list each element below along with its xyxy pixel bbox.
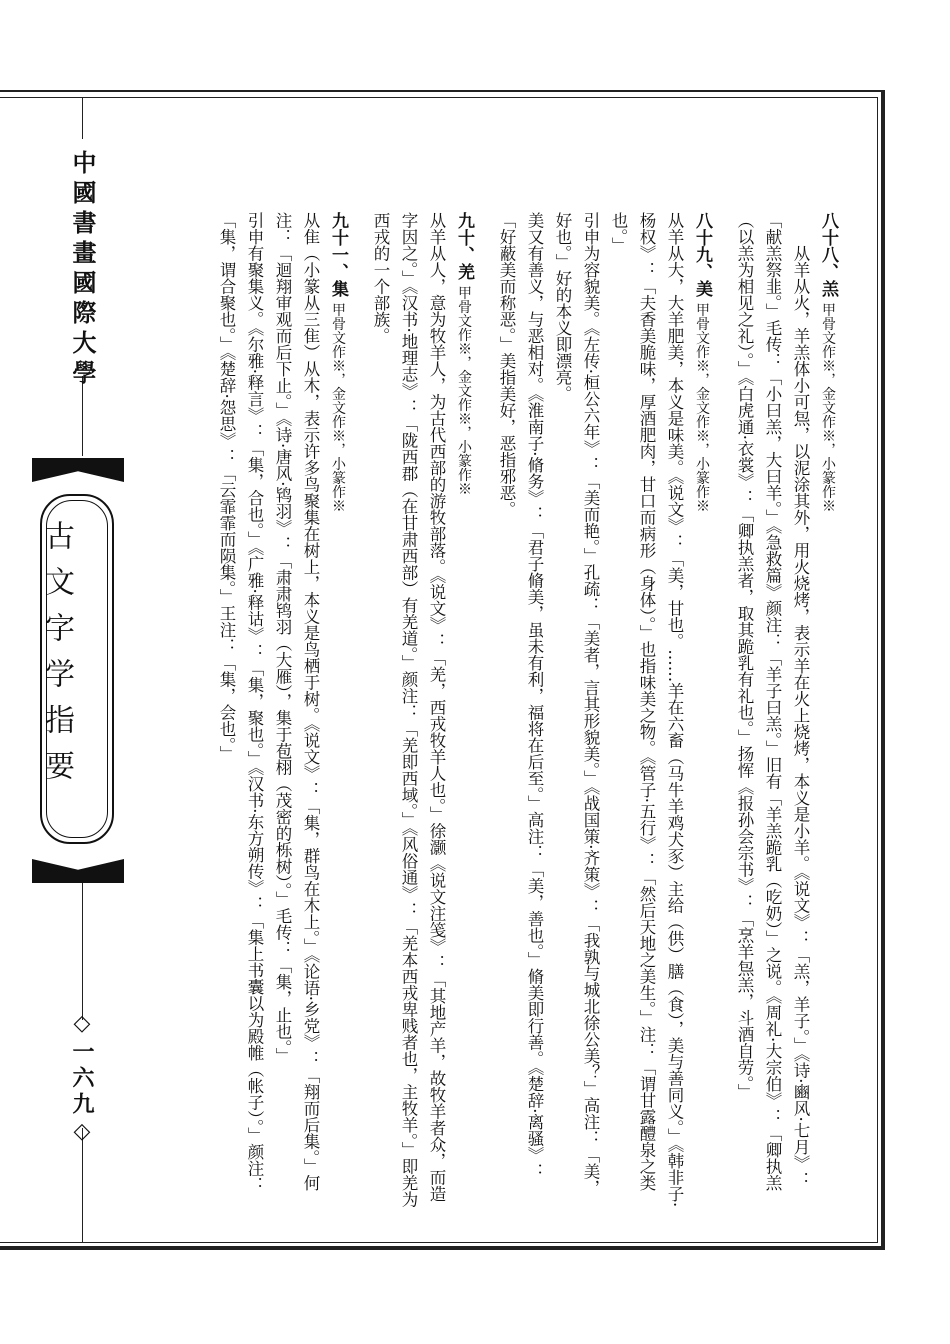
script-forms: 甲骨文作※，金文作※，小篆作※ bbox=[330, 302, 346, 513]
section-heading bbox=[688, 212, 716, 1212]
script-forms: 甲骨文作※，金文作※，小篆作※ bbox=[694, 302, 710, 513]
page-number: ◇一六九◇ bbox=[69, 1010, 95, 1148]
cartouche-top-ornament bbox=[32, 458, 124, 482]
book-title: 古文字学指要 bbox=[39, 520, 74, 796]
frame-inner-top bbox=[0, 97, 877, 98]
frame-inner-bottom bbox=[0, 1242, 877, 1243]
paragraph bbox=[366, 212, 450, 1212]
paragraph-text: 从羊从火，羊羔体小可炰，以泥涂其外，用火烧烤，表示羊在火上烧烤，本义是小羊。《说文》：「羔，羊子。」《诗·豳风·七月》：「献羔祭韭。」毛传：「小曰羔，大曰羊。」《急救篇》颜注：「羊子曰羔。」旧有「羊羔跪乳（吃奶）」之说。《周礼·大宗伯》：「卿执羔（以羔为相见之礼）。」《白虎通·衣裳》：「卿执羔者，取其跪乳有礼也。」扬恽《报孙会宗书》：「烹羊炰羔，斗酒自劳。」 bbox=[735, 212, 810, 1191]
university-name: 中國書畫國際大學 bbox=[68, 150, 97, 390]
paragraph bbox=[548, 212, 604, 1212]
paragraph-text: 从隹（小篆从三隹）从木，表示许多鸟聚集在树上，本义是鸟栖于树。《说文》：「集，群鸟在木上。」《论语·乡党》：「翔而后集。」何注：「迴翔审观而后下止。」《诗·唐风·鸨羽》：「肃肃鸨羽（大雁），集于苞栩（茂密的栎树）。」毛传：「集，止也。」 bbox=[273, 212, 320, 1191]
paragraph bbox=[268, 212, 324, 1212]
script-forms: 甲骨文作※，金文作※，小篆作※ bbox=[820, 302, 836, 513]
section-heading bbox=[324, 212, 352, 1212]
paragraph bbox=[212, 212, 268, 1212]
paragraph bbox=[730, 212, 814, 1212]
section-heading bbox=[450, 212, 478, 1212]
paragraph-text: 从羊从大，大羊肥美，本义是味美。《说文》：「美，甘也。……羊在六畜（马牛羊鸡犬豕）主给（供）膳（食），美与善同义。」《韩非子·杨权》：「夫香美脆味，厚酒肥肉，甘口而病形（身体）。」也指味美之物。《管子·五行》：「然后天地之美生。」注：「谓甘露醴泉之类也。」 bbox=[609, 212, 684, 1208]
paragraph-text: 从羊从人，意为牧羊人，为古代西部的游牧部落。《说文》：「羌，西戎牧羊人也。」徐灏《说文注笺》：「其地产羊，故牧羊者众，而造字因之。」《汉书·地理志》：「陇西郡（在甘肃西部）有羌道。」颜注：「羌即西域。」《风俗通》：「羌本西戎卑贱者也，主牧羊。」即羌为西戎的一个部族。 bbox=[371, 212, 446, 1208]
paragraph-text: 引申为容貌美。《左传·桓公六年》：「美而艳。」孔疏：「美者，言其形貌美。」《战国策·齐策》：「我孰与城北徐公美？」高注：「美，好也。」好的本义即漂亮。 bbox=[553, 212, 600, 1196]
paragraph-text: 美又有善义，与恶相对。《淮南子·脩务》：「君子脩美，虽未有利，福将在后至。」高注：「美，善也。」脩美即行善。《楚辞·离骚》：「好蔽美而称恶。」美指美好，恶指邪恶。 bbox=[497, 212, 544, 1180]
spine-divider bbox=[82, 880, 83, 1020]
heading-text: 九十一、集 bbox=[328, 212, 348, 297]
heading-text: 八十九、美 bbox=[692, 212, 712, 297]
paragraph bbox=[604, 212, 688, 1212]
main-text bbox=[212, 212, 842, 1212]
frame-inner-right bbox=[877, 97, 878, 1243]
script-forms: 甲骨文作※，金文作※，小篆作※ bbox=[456, 285, 472, 496]
spine-divider bbox=[82, 97, 83, 139]
heading-text: 八十八、羔 bbox=[818, 212, 838, 297]
paragraph bbox=[492, 212, 548, 1212]
cartouche-bottom-ornament bbox=[32, 859, 124, 883]
paragraph-text: 引申有聚集义。《尔雅·释言》：「集，合也。」《广雅·释诂》：「集，聚也。」《汉书·东方朔传》：「集上书囊以为殿帷（帐子）。」颜注：「集，谓合聚也。」《楚辞·怨思》：「云霏霏而陨集。」王注：「集，会也。」 bbox=[217, 212, 264, 1193]
heading-text: 九十、羌 bbox=[454, 212, 474, 280]
section-heading bbox=[814, 212, 842, 1212]
